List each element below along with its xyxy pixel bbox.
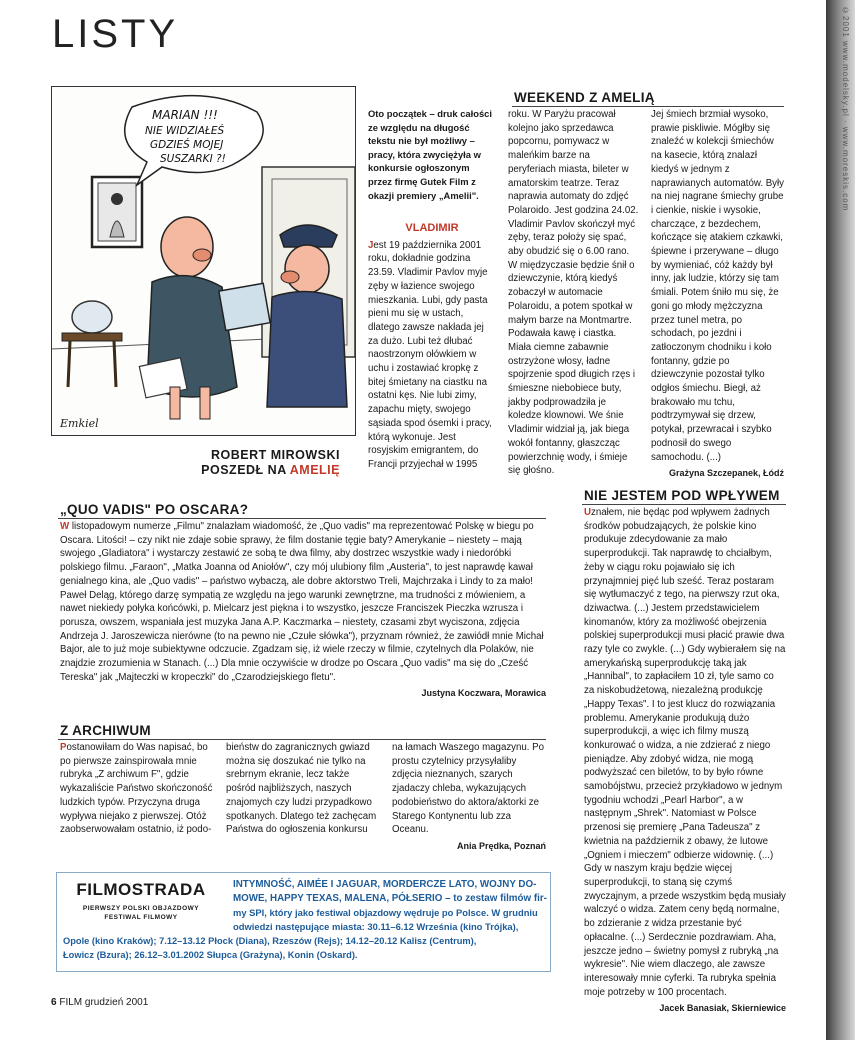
archiwum-heading: Z ARCHIWUM xyxy=(60,723,151,738)
artist-signature: Emkiel xyxy=(60,417,99,430)
weekend-col1-body: est 19 października 2001 roku, dokładnie godzina 23.59. Vladimir Pavlov myje zęby w łazience swojego mieszkania. Lubi, gdy pasta pieni mu się w ustach, dlatego zawsze nakłada jej za dużo. Lubi też dłubać naostrzonym ołówkiem w uchu i zostawiać kropkę z bitej śmietany na ciastku na ostatni kęs. Nie lubi zimy, zapachu mięty, swojego sąsiada spod ósemki i pracy, którą wykonuje. Jest rosyjskim emigrantem, do Francji przyjechał w 1995 xyxy=(368,239,492,470)
quo-text xyxy=(60,520,546,684)
caption-line-1: ROBERT MIROWSKI xyxy=(210,448,340,462)
cartoon-illustration xyxy=(51,86,356,436)
archiwum-col3-body: na łamach Waszego magazynu. Po prostu czytelnicy przysyłaliby zdjęcia nieznanych, szarych zjadaczy chleba, wykazujących podobieństwo do aktora/aktorki ze Starego Kontynentu lub zza Oceanu. xyxy=(392,742,545,836)
wplyw-rule xyxy=(582,504,786,505)
weekend-rule xyxy=(512,106,784,107)
quo-body xyxy=(60,520,546,701)
quo-dropcap: W xyxy=(60,521,70,532)
weekend-subhead: VLADIMIR xyxy=(405,222,459,234)
caption-line-2-text: POSZEDŁ NA xyxy=(201,463,290,477)
weekend-column-3 xyxy=(651,108,784,481)
caption-highlight: AMELIĘ xyxy=(289,463,340,477)
quo-signature: Justyna Koczwara, Morawica xyxy=(421,688,546,699)
bubble-line-2: NIE WIDZIAŁEŚ xyxy=(145,125,225,137)
cartoon-caption xyxy=(160,448,340,478)
filmostrada-line-6: Łowicz (Bzura); 26.12–3.01.2002 Słupca (Grażyna), Konin (Oskard). xyxy=(63,950,358,960)
filmostrada-line-3: my SPI, który jako festiwal objazdowy wędruje po Polsce. W grudniu xyxy=(233,907,538,918)
archiwum-col1-text xyxy=(60,741,214,837)
archiwum-col1-body: ostanowiłam do Was napisać, bo po pierwsze zainspirowała mnie rubryka „Z archiwum F", gdzie wykazaliście Państwo skończoność ludzkich typów. Przyczyna druga wypływa niejako z pierwszej. Otóż zaobserwowałam ostatnio, iż podo- xyxy=(60,742,213,836)
filmostrada-logo: FILMOSTRADA xyxy=(76,880,206,899)
wplyw-signature: Jacek Banasiak, Skierniewice xyxy=(659,1003,786,1014)
archiwum-signature: Ania Prędka, Poznań xyxy=(456,840,546,851)
filmostrada-line-5: Opole (kino Kraków); 7.12–13.12 Płock (Diana), Rzeszów (Rejs); 14.12–20.12 Kalisz (Centrum), xyxy=(63,936,477,946)
quo-heading: „QUO VADIS" PO OSCARA? xyxy=(60,502,249,517)
caption-line-2 xyxy=(160,463,340,478)
filmostrada-line-1: INTYMNOŚĆ, AIMÉE I JAGUAR, MORDERCZE LATO, WOJNY DO- xyxy=(233,879,537,890)
filmostrada-tagline-2: FESTIWAL FILMOWY xyxy=(104,914,178,921)
footer-text: FILM grudzień 2001 xyxy=(59,997,149,1008)
filmostrada-line-2: MOWE, HAPPY TEXAS, MALENA, PÓŁSERIO – to zestaw filmów fir- xyxy=(233,893,547,904)
quo-rule xyxy=(58,518,546,519)
bubble-line-3: GDZIEŚ MOJEJ xyxy=(150,139,224,151)
weekend-heading: WEEKEND Z AMELIĄ xyxy=(514,90,655,105)
wplyw-body xyxy=(584,506,786,1016)
bubble-line-1: MARIAN !!! xyxy=(152,108,218,122)
weekend-intro: Oto początek – druk całości ze względu na długość tekstu nie był możliwy – pracy, która zwyciężyła w konkursie ogłoszonym przez firmę Gutek Film z okazji premiery „Amelii". xyxy=(368,108,492,201)
footer-page-number: 6 xyxy=(51,997,57,1008)
page-title: LISTY xyxy=(52,12,179,56)
wplyw-text xyxy=(584,506,786,999)
weekend-dropcap: J xyxy=(368,239,374,251)
quo-body-text: listopadowym numerze „Filmu" znalazłam wiadomość, że „Quo vadis" ma reprezentować Polskę w biegu po Oscara. Litości! – czy nikt nie zdaje sobie sprawy, że film dostanie tęgie baty? Amerykanie – niestety – mają swojego „Gladiatora" i wystarczy zestawić ze sobą te dwa filmy, aby dostrzec wszystkie wady i niedoróbki polskiego filmu. „Faraon", „Matka Joanna od Aniołów", czy mój ulubiony film „Austeria", to jest naprawdę kawał genialnego kina, ale „Quo vadis" – państwo wybaczą, ale dobre aktorstwo Treli, Majchrzaka i Lindy to za mało! Paweł Deląg, którego darzę sympatią ze względu na jego warunki zewnętrzne, ma trudności z mówieniem, a nawet niekiedy połyka końcówki, p. Mielcarz jest piękna i to wszystko, jeszcze Franciszek Pieczka wzrusza i porusza, owszem, wspaniała jest muzyka Jana A.P. Kaczmarka – niestety, czasami zbyt wyciszona, zdjęcia Andrzeja J. Jaroszewicza nierówne (to na pewno nie „Czułe słówka"), przyznam również, że zawiódł mnie Michał Bajor, ale to już moje subiektywne odczucie. Zgadzam się, iż wiele rzeczy w filmie, czytelnych dla Polaków, nie znajdzie zrozumienia w Stanach. (...) Dla mnie oczywiście w drodze po Oscara „Quo vadis" ma się do „Cześć Tereska" jak „Majteczki w kropeczki" do „Czarodziejskiego fletu". xyxy=(60,521,544,683)
bubble-line-4: SUSZARKI ?! xyxy=(160,153,226,165)
filmostrada-text xyxy=(63,878,547,962)
weekend-signature: Grażyna Szczepanek, Łódź xyxy=(668,468,784,479)
weekend-column-1 xyxy=(368,222,496,472)
cartoon-drawing xyxy=(52,87,355,435)
binding-strip-text: ©2001 www.modelsky.pl · www.moreskis.com xyxy=(841,6,850,212)
filmostrada-tagline-1: PIERWSZY POLSKI OBJAZDOWY xyxy=(82,905,200,912)
filmostrada-line-4: odwiedzi następujące miasta: 30.11–6.12 Września (kino Trójka), xyxy=(233,921,519,932)
archiwum-column-1 xyxy=(60,741,214,837)
weekend-column-2 xyxy=(508,108,639,478)
archiwum-column-2 xyxy=(226,741,380,837)
weekend-col2-body: roku. W Paryżu pracował kolejno jako sprzedawca popcornu, pomywacz w maleńkim barze na peryferiach miasta, bileter w amatorskim teatrze. Teraz naprawia automaty do zdjęć Polaroido. Jest godzina 24.02. Vladimir Pavlov skończył myć zęby, teraz położy się spać, aby obudzić się o 6.00 rano. W międzyczasie będzie śnił o dziewczynie, którą kiedyś zobaczył w automacie Polaroidu, a potem spotkał w małym barze na Montmartre. Podawała kawę i ciastka. Miała ciemne zabawnie ostrzyżone włosy, ładne spojrzenie spod długich rzęs i śmieszne niebobiece buty, jakby podprowadziła je koledze klownowi. We śnie Vladimir widział ją, jak biega wokół fontanny, głaszcząc powierzchnię wody, i śmieje się głośno. xyxy=(508,109,639,477)
wplyw-dropcap: U xyxy=(584,507,591,518)
wplyw-body-text: znałem, nie będąc pod wpływem żadnych środków pobudzających, że polskie kino produkuje zdecydowanie za mało superprodukcji. Tak naprawdę to chciałbym, żeby w ciągu roku pojawiało się ich przynajmniej pięć lub sześć. Teraz postaram się wytłumaczyć z tego, na pierwszy rzut oka, dziwactwa. (...) Jestem przedstawicielem kinomanów, który za możliwość obejrzenia polskiej superprodukcji musi płacić prawie dwa razy tyle co zwykle. (...) Gdy wybierałem się na amerykańską superprodukcję taką jak „Hannibal", to zapłaciłem 10 zł, tyle samo co za niskobudżetową, niezależną produkcję „Happy Texas". I to jest klucz do rozwiązania problemu. Amerykanie produkują dużo superprodukcji, a więc ich filmy muszą konkurować o widza, a nie zdzierać z niego pieniądze. Aby zdobyć widza, nie mogą podwyższać cen biletów, to by było równe samobójstwu, przecież przykładowo w jednym tygodniu wchodzi „Pearl Harbor", a w następnym „Shrek". Natomiast w Polsce przenosi się premierę „Pana Tadeusza" z kwietnia na październik z obawy, że lutowe „Ogniem i mieczem" odbierze widownię. (...) Gdy w naszym kraju będzie więcej superprodukcji, to staną się czymś zwyczajnym, a przede wszystkim będą musiały walczyć o widza. Zatem ceny będą normalne, bo zdzieranie z widza przestanie być opłacalne. (...) Serdecznie pozdrawiam. Aha, jeszcze jedno – świetny pomysł z rubryką „na wykresie". Nie wiem dlaczego, ale zawsze interesowały mnie cyferki. Ta rubryka spełnia moje potrzeby w 100 procentach. xyxy=(584,507,786,998)
weekend-col3-body: Jej śmiech brzmiał wysoko, prawie piskliwie. Mógłby się znaleźć w kolekcji śmiechów na kasecie, którą znalazł kiedyś w jednym z naprawianych automatów. Były na niej nagrane śmiechy grube i cienkie, niskie i wysokie, charczące, z bezdechem, kończące się atakiem czkawki, śpiewne i przerywane – długo by wymieniać, cóż każdy był inny, jak ludzie, którzy się tam śmiali. Potem śniło mu się, że goni go młody mężczyzna przez tunel metra, po schodach, po jezdni i zatłoczonym chodniku i koło fontanny, gdzie po dziewczynie pozostał tylko odgłos śmiechu. Biegł, aż brakowało mu tchu, podtrzymywał się drzew, potykał, przewracał i szybko podnosił do swego samochodu. (...) xyxy=(651,109,785,463)
archiwum-dropcap: P xyxy=(60,742,67,753)
archiwum-col2-body: bieństw do zagranicznych gwiazd można się doszukać nie tylko na srebrnym ekranie, lecz także pośród najbliższych, naszych znajomych czy ludzi przypadkowo spotkanych. Dlatego też zachęcam Państwa do ogłoszenia konkursu xyxy=(226,742,377,836)
archiwum-rule xyxy=(58,739,546,740)
wplyw-heading: NIE JESTEM POD WPŁYWEM xyxy=(584,488,780,503)
page-footer xyxy=(51,997,148,1008)
weekend-col1-text xyxy=(368,239,496,472)
archiwum-column-3 xyxy=(392,741,546,854)
